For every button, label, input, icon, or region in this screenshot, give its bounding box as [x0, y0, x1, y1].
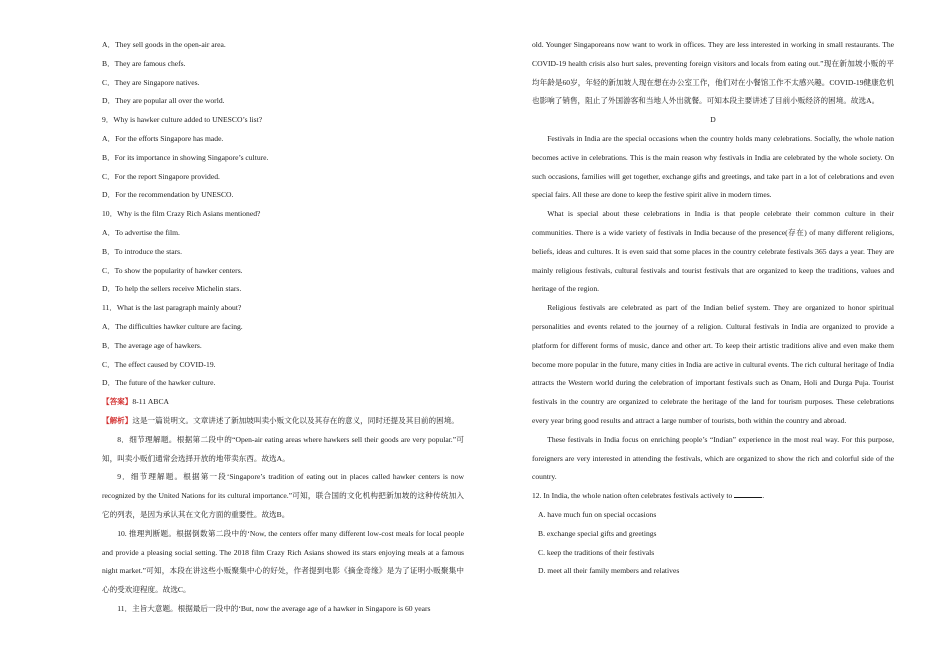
q9-option-a: A．For the efforts Singapore has made. — [102, 133, 224, 143]
analysis-text: 这是一篇说明文。文章讲述了新加坡叫卖小贩文化以及其存在的意义，同时还提及其目前的困境。 — [132, 415, 459, 425]
passage-paragraph-1: Festivals in India are the special occasions when the country holds many celebrations. Socially, the whole nation becomes active in celebrations. This is the main reason why festivals in India are celebrated by the whole society. On such occasions, families will get together, exchange gifts and greetings, and take part in a lot of celebrations and even special fairs. All these are done to keep the festive spirit alive in modern times. — [532, 133, 894, 200]
q12-stem: 12. In India, the whole nation often celebrates festivals actively to — [532, 491, 733, 501]
q11-stem: 11．What is the last paragraph mainly about? — [102, 303, 242, 313]
answer-label: 【答案】 — [102, 397, 133, 407]
right-column — [532, 36, 894, 581]
analysis-label: 【解析】 — [102, 415, 133, 425]
q9-option-b: B．For its importance in showing Singapore’s culture. — [102, 152, 269, 162]
explanation-11-start: 11．主旨大意题。根据最后一段中的‘But, now the average age of a hawker in Singapore is 60 years — [117, 603, 431, 613]
explanation-9: 9．细节理解题。根据第一段‘Singapore’s tradition of eating out in places called hawker centers is now recognized by the United Nations for its cultural importance.”可知，联合国的文化机构把新加坡的这种传统加入它的列表，是因为承认其在文化方面的重要性。故选B。 — [102, 472, 464, 519]
q10-option-d: D．To help the sellers receive Michelin stars. — [102, 284, 242, 294]
explanation-10: 10. 推理判断题。根据倒数第二段中的‘Now, the centers offer many different low-cost meals for local people and provide a pleasing social setting. The 2018 film Crazy Rich Asians showed its stars enjoying meals at a famous night market.”可知，本段在讲这些小贩聚集中心的好处，作者提到电影《摘金奇缘》是为了证明小贩聚集中心的受欢迎程度。故选C。 — [102, 528, 464, 595]
explanation-8: 8．细节理解题。根据第二段中的“Open-air eating areas where hawkers sell their goods are very popular.”可知，叫卖小贩们通常会选择开放的地带卖东西。故选A。 — [102, 434, 464, 463]
q12-option-c: C. keep the traditions of their festivals — [538, 547, 655, 557]
q10-option-a: A．To advertise the film. — [102, 227, 180, 237]
q11-option-a: A．The difficulties hawker culture are facing. — [102, 321, 243, 331]
q9-stem: 9．Why is hawker culture added to UNESCO’s list? — [102, 115, 263, 125]
q12-option-d: D. meet all their family members and relatives — [538, 566, 680, 576]
q9-option-c: C．For the report Singapore provided. — [102, 171, 220, 181]
q12-option-a: A. have much fun on special occasions — [538, 509, 657, 519]
q12-option-b: B. exchange special gifts and greetings — [538, 528, 657, 538]
explanation-11-continued: old. Younger Singaporeans now want to work in offices. They are less interested in working in small restaurants. The COVID-19 health crisis also hurt sales, preventing foreign visitors and locals from eating out.”现在新加坡小贩的平均年龄是60岁，年轻的新加坡人现在想在办公室工作，他们对在小餐馆工作不太感兴趣。COVID-19健康危机也影响了销售，阻止了外国游客和当地人外出就餐。可知本段主要讲述了目前小贩经济的困境。故选A。 — [532, 40, 894, 106]
q8-option-d: D．They are popular all over the world. — [102, 96, 225, 106]
q11-option-c: C．The effect caused by COVID-19. — [102, 359, 216, 369]
q11-option-b: B．The average age of hawkers. — [102, 340, 202, 350]
section-title: D — [710, 115, 716, 125]
answer-line — [102, 393, 464, 412]
left-column — [102, 36, 464, 619]
q10-option-b: B．To introduce the stars. — [102, 246, 183, 256]
passage-paragraph-4: These festivals in India focus on enriching people’s “Indian” experience in the most real way. For this purpose, foreigners are very interested in attending the festivals, which are organized to show the rich and colorful side of the country. — [532, 434, 894, 482]
q10-option-c: C．To show the popularity of hawker centers. — [102, 265, 243, 275]
q11-option-d: D．The future of the hawker culture. — [102, 378, 216, 388]
passage-paragraph-3: Religious festivals are celebrated as part of the Indian belief system. They are organized to honor spiritual personalities and events related to the journey of a religion. Cultural festivals in India are organized to provide a platform for different forms of music, dance and other art. To keep their artistic traditions alive and even make them become more popular in the future, many cities in India are active in cultural events. The rich cultural heritage of India attracts the Western world during the celebration of important festivals such as Onam, Holi and Durga Puja. Tourist festivals in the country are organized to celebrate the heritage of the land for tourism purposes. These celebrations every year bring good results and attract a large number of tourists, both within the country and abroad. — [532, 303, 894, 425]
q9-option-d: D．For the recommendation by UNESCO. — [102, 190, 234, 200]
q8-option-c: C．They are Singapore natives. — [102, 77, 200, 87]
q12-stem-line: 12. In India, the whole nation often celebrates festivals actively to . — [532, 487, 894, 506]
answer-blank — [734, 488, 762, 498]
answer-text: 8-11 ABCA — [132, 397, 170, 407]
q10-stem: 10．Why is the film Crazy Rich Asians mentioned? — [102, 209, 261, 219]
q8-option-a: A．They sell goods in the open-air area. — [102, 40, 226, 49]
passage-paragraph-2: What is special about these celebrations in India is that people celebrate their common culture in their communities. There is a wide variety of festivals in India because of the presence(存在) of many different religions, beliefs, ideas and cultures. It is even said that some places in the country celebrate festivals 365 days a year. They are mainly religious festivals, cultural festivals and tourist festivals that are organized to keep the traditions, values and heritage of the region. — [532, 209, 894, 294]
analysis-paragraph — [102, 412, 464, 431]
q8-option-b: B．They are famous chefs. — [102, 58, 186, 68]
